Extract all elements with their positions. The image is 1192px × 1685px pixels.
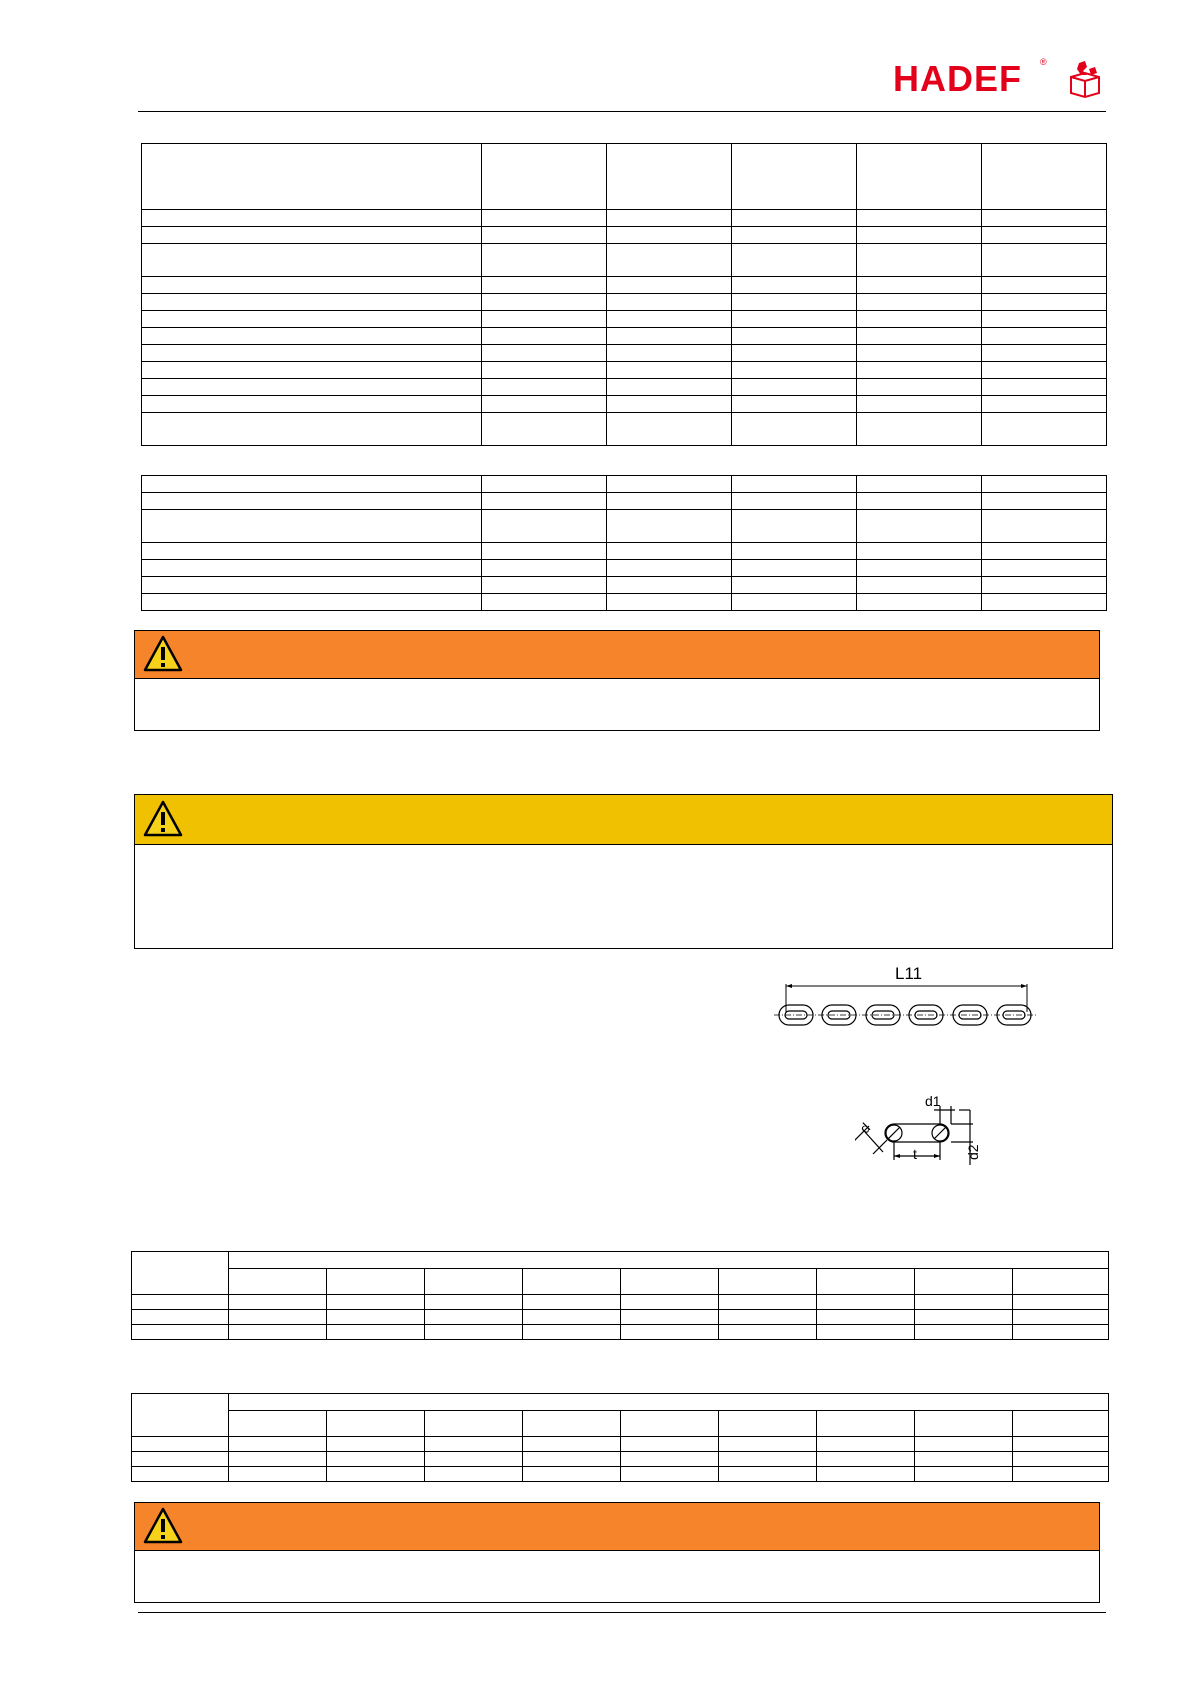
table-row [142,244,1107,277]
table-row [142,493,1107,510]
registered-mark: ® [1040,57,1047,67]
table-row [142,379,1107,396]
hadef-logo [893,57,1108,102]
table-header-row [132,1394,1109,1411]
caution-header [135,795,1112,845]
table-row [142,345,1107,362]
caution-box [134,794,1113,949]
chain-dimension-table-2 [131,1393,1109,1482]
specification-table-main [141,143,1107,446]
table-row [132,1467,1109,1482]
warning-box [134,630,1100,731]
link-label-d2: d2 [965,1144,981,1160]
table-row [142,577,1107,594]
table-row [142,543,1107,560]
link-label-t: t [913,1146,917,1162]
table-header-row [132,1269,1109,1295]
table-row [142,476,1107,493]
table-row [132,1325,1109,1340]
header-rule [138,111,1106,112]
table-header-row [132,1252,1109,1269]
table-row [142,510,1107,543]
warning-header [135,631,1099,679]
table-header-row [142,144,1107,210]
hadef-hoist-logo-icon [1063,59,1107,99]
logo-text: HADEF [893,58,1022,99]
chain-drawing [770,962,1040,1032]
table-row [142,210,1107,227]
chain-length-label: L11 [895,964,923,983]
table-header-row [132,1411,1109,1437]
warning-triangle-icon [143,1507,183,1545]
table-row [142,311,1107,328]
warning-triangle-icon [143,800,183,838]
warning-header [135,1503,1099,1551]
table-row [132,1310,1109,1325]
chain-length-figure [770,962,1040,1032]
link-label-d1: d1 [925,1093,941,1109]
warning-box [134,1502,1100,1603]
table-row [142,594,1107,611]
table-row [142,277,1107,294]
chain-dimension-table-1 [131,1251,1109,1340]
table-row [132,1295,1109,1310]
link-label-d: d [856,1119,874,1137]
chain-link-figure [855,1090,990,1170]
table-row [142,227,1107,244]
table-row [132,1437,1109,1452]
table-row [142,560,1107,577]
table-row [142,294,1107,311]
specification-table-secondary [141,475,1107,611]
table-row [142,396,1107,413]
table-row [132,1452,1109,1467]
table-row [142,413,1107,446]
table-row [142,362,1107,379]
footer-rule [138,1612,1106,1613]
warning-triangle-icon [143,635,183,673]
table-row [142,328,1107,345]
